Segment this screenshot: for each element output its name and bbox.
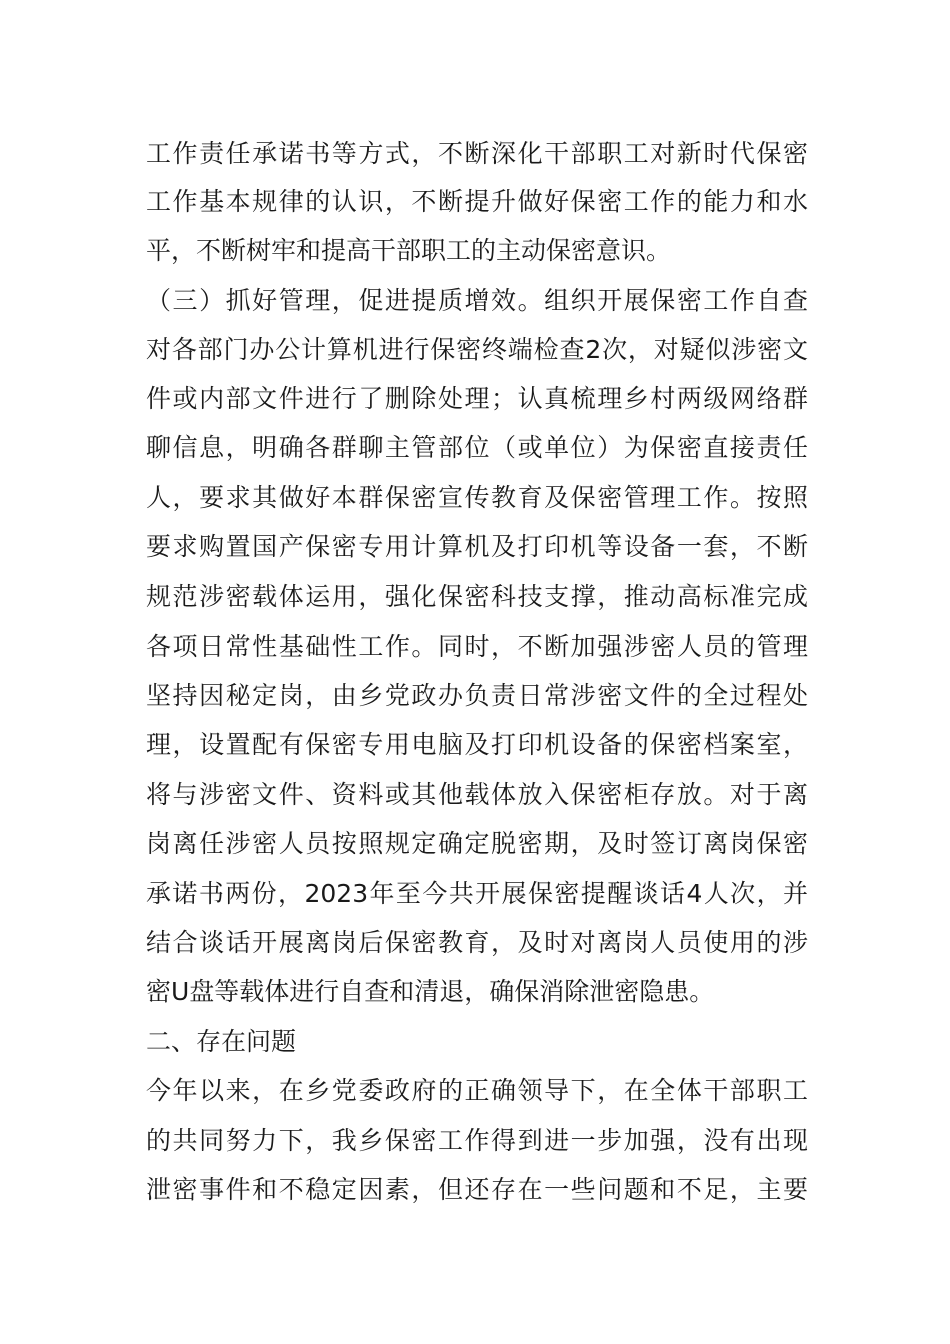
text-line: 各项日常性基础性工作。同时，不断加强涉密人员的管理: [146, 632, 808, 661]
section-heading: 二、存在问题: [146, 1027, 297, 1056]
text-line: 人，要求其做好本群保密宣传教育及保密管理工作。按照: [146, 483, 808, 512]
text-line: 工作基本规律的认识，不断提升做好保密工作的能力和水: [146, 187, 808, 216]
text-line: 平，不断树牢和提高干部职工的主动保密意识。: [146, 236, 672, 265]
text-line: 工作责任承诺书等方式，不断深化干部职工对新时代保密: [146, 139, 808, 168]
text-line: 密U盘等载体进行自查和清退，确保消除泄密隐患。: [146, 977, 715, 1006]
text-line: 对各部门办公计算机进行保密终端检查2次，对疑似涉密文: [146, 335, 808, 364]
text-line: 件或内部文件进行了删除处理；认真梳理乡村两级网络群: [146, 384, 808, 413]
text-line: 理，设置配有保密专用电脑及打印机设备的保密档案室，: [146, 730, 808, 759]
text-line: 承诺书两份，2023年至今共开展保密提醒谈话4人次，并: [146, 879, 808, 908]
section-heading-line: （三）抓好管理，促进提质增效。组织开展保密工作自查: [146, 286, 808, 315]
text-line: 聊信息，明确各群聊主管部位（或单位）为保密直接责任: [146, 433, 808, 462]
text-line: 坚持因秘定岗，由乡党政办负责日常涉密文件的全过程处: [146, 681, 808, 710]
text-line: 的共同努力下，我乡保密工作得到进一步加强，没有出现: [146, 1126, 808, 1155]
text-line: 今年以来，在乡党委政府的正确领导下，在全体干部职工: [146, 1076, 808, 1105]
text-line: 将与涉密文件、资料或其他载体放入保密柜存放。对于离: [146, 780, 808, 809]
text-line: 岗离任涉密人员按照规定确定脱密期，及时签订离岗保密: [146, 829, 808, 858]
text-line: 结合谈话开展离岗后保密教育，及时对离岗人员使用的涉: [146, 928, 808, 957]
text-line: 要求购置国产保密专用计算机及打印机等设备一套，不断: [146, 532, 808, 561]
text-line: 规范涉密载体运用，强化保密科技支撑，推动高标准完成: [146, 582, 808, 611]
text-line: 泄密事件和不稳定因素，但还存在一些问题和不足，主要: [146, 1175, 808, 1204]
